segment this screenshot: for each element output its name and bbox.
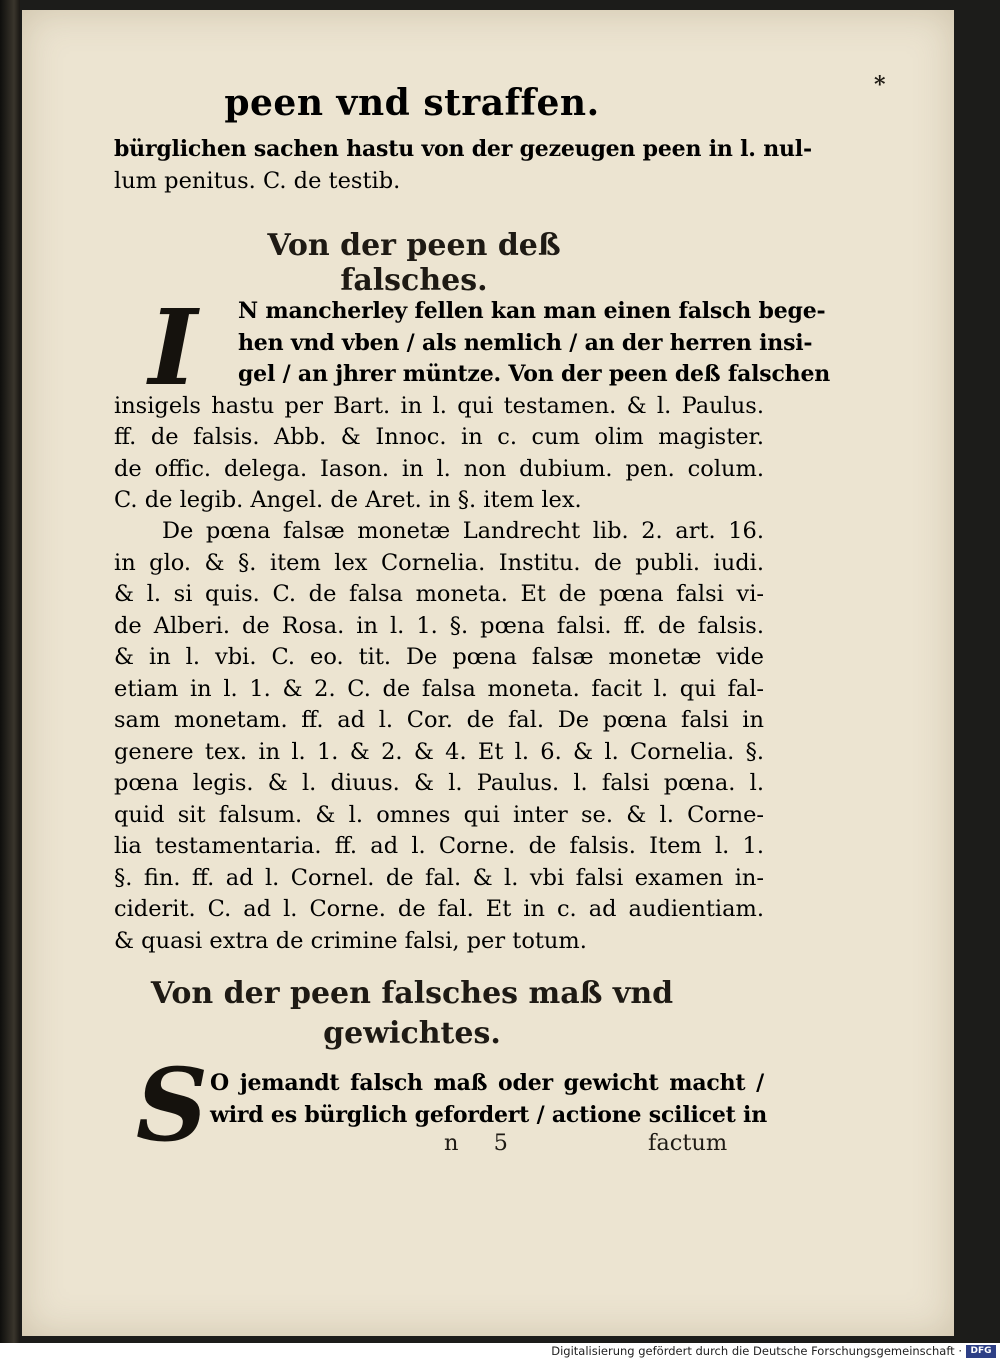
funding-notice: Digitalisierung gefördert durch die Deutsche Forschungsgemeinschaft · <box>551 1344 962 1358</box>
text-line: ciderit. C. ad l. Corne. de fal. Et in c. ad audientiam. <box>114 896 764 922</box>
text-line: & l. si quis. C. de falsa moneta. Et de pœna falsi vi- <box>114 581 764 607</box>
section-1b-paragraph <box>114 516 764 957</box>
text-line: sam monetam. ff. ad l. Cor. de fal. De pœna falsi in <box>114 707 764 733</box>
section-heading-1: Von der peen deß falsches. <box>267 228 561 298</box>
text-line: O jemandt falsch maß oder gewicht macht / <box>210 1070 764 1096</box>
drop-cap-initial-s: S <box>135 1046 209 1164</box>
text-line: wird es bürglich gefordert / actione scilicet in <box>210 1101 767 1128</box>
text-line: in glo. & §. item lex Cornelia. Institu. de publi. iudi. <box>114 549 764 576</box>
intro-paragraph <box>114 134 812 197</box>
text-line: hen vnd vben / als nemlich / an der herren insi- <box>238 329 813 356</box>
text-line: §. fin. ff. ad l. Cornel. de fal. & l. vbi falsi examen in- <box>114 864 764 891</box>
asterisk-mark: * <box>874 72 886 98</box>
text-line: bürglichen sachen hastu von der gezeugen peen in l. nul- <box>114 136 812 162</box>
text-line: insigels hastu per Bart. in l. qui testamen. & l. Paulus. <box>114 392 764 419</box>
catchword: factum <box>648 1130 728 1156</box>
section-2-paragraph <box>114 1068 767 1131</box>
text-line: C. de legib. Angel. de Aret. in §. item lex. <box>114 487 582 513</box>
signature-mark: n 5 <box>444 1130 522 1156</box>
dfg-logo: DFG <box>966 1345 996 1358</box>
text-line: De pœna falsæ monetæ Landrecht lib. 2. art. 16. <box>162 518 764 544</box>
text-line: de Alberi. de Rosa. in l. 1. §. pœna falsi. ff. de falsis. <box>114 612 764 639</box>
text-line: lum penitus. C. de testib. <box>114 167 401 194</box>
text-line: genere tex. in l. 1. & 2. & 4. Et l. 6. & l. Cornelia. §. <box>114 738 764 765</box>
running-head: peen vnd straffen. <box>224 82 600 124</box>
text-line: gel / an jhrer müntze. Von der peen deß falschen <box>238 361 831 387</box>
text-line: lia testamentaria. ff. ad l. Corne. de falsis. Item l. 1. <box>114 833 764 859</box>
book-spine <box>0 0 20 1343</box>
section-heading-2-line-2: gewichtes. <box>323 1016 501 1051</box>
text-line: N mancherley fellen kan man einen falsch bege- <box>238 298 826 324</box>
text-line: etiam in l. 1. & 2. C. de falsa moneta. facit l. qui fal- <box>114 675 764 702</box>
text-line: & quasi extra de crimine falsi, per totum. <box>114 927 587 954</box>
text-line: pœna legis. & l. diuus. & l. Paulus. l. falsi pœna. l. <box>114 770 764 796</box>
text-line: ff. de falsis. Abb. & Innoc. in c. cum olim magister. <box>114 424 764 450</box>
section-heading-2-line-1: Von der peen falsches maß vnd <box>150 976 674 1011</box>
section-1-paragraph <box>114 286 831 517</box>
text-line: & in l. vbi. C. eo. tit. De pœna falsæ monetæ vide <box>114 644 764 670</box>
text-line: quid sit falsum. & l. omnes qui inter se. & l. Corne- <box>114 801 764 828</box>
page <box>22 10 954 1336</box>
text-line: de offic. delega. Iason. in l. non dubium. pen. colum. <box>114 455 764 482</box>
drop-cap-initial-i: I <box>148 286 198 409</box>
